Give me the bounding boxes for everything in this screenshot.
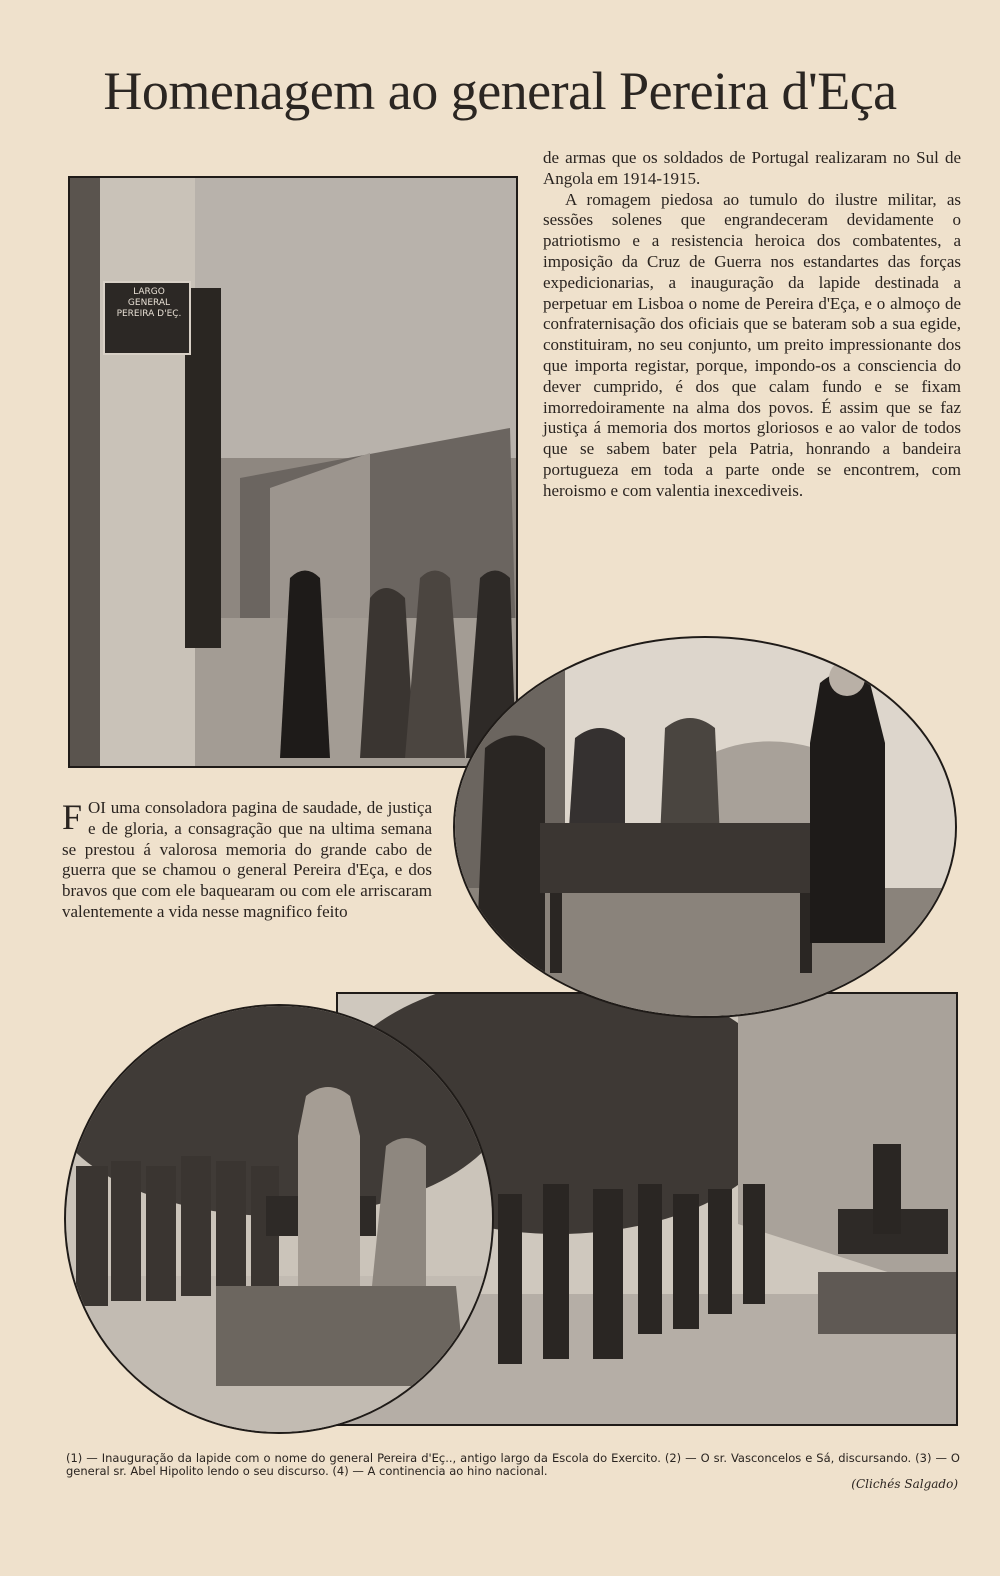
page-title: Homenagem ao general Pereira d'Eça bbox=[103, 61, 897, 121]
plaque-line: GENERAL bbox=[127, 298, 171, 308]
photo-speech-vasconcelos bbox=[453, 636, 957, 1018]
paragraph: A romagem piedosa ao tumulo do ilustre militar, as sessões solenes que engrandeceram devidamente o patriotismo e a resistencia heroica dos combatentes, a imposição da Cruz de Guerra nos estandartes das forças expedicionarias, a inauguração da lapide destinada a perpetuar em Lisboa o nome de Pereira d'Eça, e o almoço de confraternisação dos oficiais que se bateram sob a sua egide, constituiram, no seu conjunto, um preito impressionante dos que importa registar, porque, impondo-os a consciencia do dever cumprido, é dos que calam fundo e se fixam imorredoiramente na alma dos povos. É assim que se faz justiça á memoria dos mortos gloriosos e ao valor de todos que se sabem bater pela Patria, honrando a bandeira portugueza em toda a parte onde se encontrem, com heroismo e com valentia inexcediveis. bbox=[543, 189, 961, 500]
paragraph: OI uma consoladora pagina de saudade, de justiça e de gloria, a consagração que na ultima semana se prestou á valorosa memoria do grande cabo de guerra que se chamou o general Pereira d'Eça, e dos bravos que com ele baquearam ou com ele arriscaram valentemente a vida nesse magnifico feito bbox=[62, 798, 432, 921]
right-text-column bbox=[543, 148, 961, 502]
plaque-line: LARGO bbox=[133, 287, 165, 297]
dropcap: F bbox=[62, 797, 83, 837]
plaque-text bbox=[108, 287, 190, 320]
left-text-column bbox=[62, 798, 432, 923]
photo-credit: (Clichés Salgado) bbox=[851, 1477, 958, 1491]
photo-plaque-inauguration bbox=[68, 176, 518, 768]
photo-abel-hipolito-reading bbox=[64, 1004, 494, 1434]
photo-caption: (1) — Inauguração da lapide com o nome do general Pereira d'Eç.., antigo largo da Escola do Exercito. (2) — O sr. Vasconcelos e Sá, discursando. (3) — O general sr. Abel Hipolito lendo o seu discurso. (4) — A continencia ao hino nacional. bbox=[66, 1451, 960, 1478]
plaque-line: PEREIRA D'EÇ. bbox=[116, 309, 182, 319]
paragraph: de armas que os soldados de Portugal realizaram no Sul de Angola em 1914-1915. bbox=[543, 148, 961, 188]
